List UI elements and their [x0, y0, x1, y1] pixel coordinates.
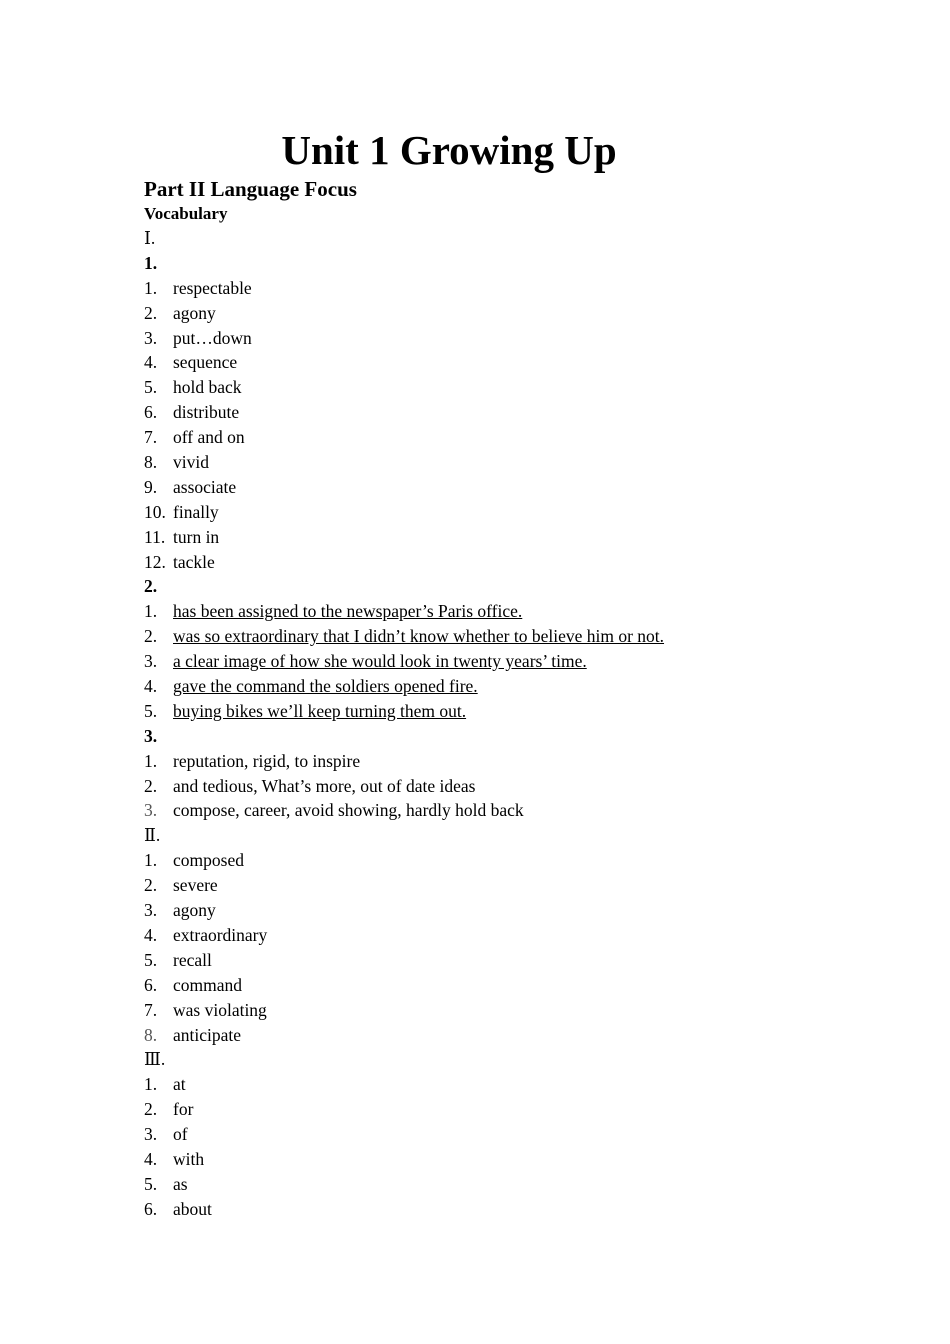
item-number: 3.: [144, 651, 158, 672]
item-text: off and on: [173, 427, 245, 448]
list-item: [144, 873, 834, 898]
item-text: agony: [173, 302, 216, 323]
item-number: 4.: [144, 1148, 158, 1169]
exercise-1-list: [144, 276, 834, 575]
item-number: 1.: [144, 1074, 158, 1095]
item-text: for: [173, 1099, 194, 1120]
item-number: 7.: [144, 999, 158, 1020]
item-number: 5.: [144, 949, 158, 970]
item-number: 7.: [144, 427, 158, 448]
list-item: [144, 923, 834, 948]
item-number: 3.: [144, 327, 158, 348]
list-item: [144, 276, 834, 301]
item-number: 2.: [144, 626, 158, 647]
list-item: [144, 1172, 834, 1197]
list-item: [144, 1122, 834, 1147]
item-text: turn in: [173, 526, 220, 547]
part-heading: Part II Language Focus: [144, 177, 357, 201]
item-number: 10.: [144, 501, 166, 522]
list-item: [144, 475, 834, 500]
roman-heading-1: Ⅰ.: [144, 228, 156, 248]
section-heading: Vocabulary: [144, 204, 228, 223]
item-text: buying bikes we’ll keep turning them out.: [173, 700, 467, 721]
list-item: [144, 798, 834, 823]
item-text: tackle: [173, 551, 215, 572]
exercise-2-list: [144, 599, 834, 723]
item-number: 1.: [144, 601, 158, 622]
item-text: a clear image of how she would look in twenty years’ time.: [173, 651, 587, 672]
item-number: 1.: [144, 850, 158, 871]
list-item: [144, 898, 834, 923]
item-text: distribute: [173, 402, 240, 423]
item-number: 2.: [144, 775, 158, 796]
list-item: [144, 599, 834, 624]
item-number: 6.: [144, 402, 158, 423]
item-text: respectable: [173, 277, 252, 298]
item-text: gave the command the soldiers opened fire.: [173, 676, 478, 697]
item-number: 2.: [144, 1099, 158, 1120]
item-text: was violating: [173, 999, 267, 1020]
part-2-list: [144, 848, 834, 1047]
item-number: 4.: [144, 924, 158, 945]
list-item: [144, 350, 834, 375]
item-number: 9.: [144, 476, 158, 497]
item-number: 4.: [144, 352, 158, 373]
list-item: [144, 301, 834, 326]
item-text: recall: [173, 949, 212, 970]
item-number: 5.: [144, 700, 158, 721]
item-text: vivid: [173, 452, 209, 473]
item-text: agony: [173, 900, 216, 921]
list-item: [144, 326, 834, 351]
item-text: as: [173, 1173, 188, 1194]
item-number: 12.: [144, 551, 166, 572]
item-number: 11.: [144, 526, 166, 547]
item-text: at: [173, 1074, 186, 1095]
item-text: severe: [173, 875, 218, 896]
list-item: [144, 774, 834, 799]
list-item: [144, 1097, 834, 1122]
exercise-3-label: 3.: [144, 725, 158, 746]
item-text: extraordinary: [173, 924, 268, 945]
list-item: [144, 1072, 834, 1097]
item-number: 6.: [144, 1198, 158, 1219]
item-text: has been assigned to the newspaper’s Paris office.: [173, 601, 523, 622]
list-item: [144, 525, 834, 550]
item-text: compose, career, avoid showing, hardly hold back: [173, 800, 524, 821]
item-number: 5.: [144, 377, 158, 398]
list-item: [144, 1147, 834, 1172]
list-item: [144, 1197, 834, 1222]
item-number: 8.: [144, 452, 158, 473]
roman-heading-3: Ⅲ.: [144, 1049, 166, 1070]
item-text: and tedious, What’s more, out of date ideas: [173, 775, 476, 796]
part-3-list: [144, 1072, 834, 1221]
item-number: 2.: [144, 875, 158, 896]
list-item: [144, 848, 834, 873]
item-text: of: [173, 1124, 188, 1145]
item-text: associate: [173, 476, 237, 497]
list-item: [144, 973, 834, 998]
exercise-2-label: 2.: [144, 576, 158, 597]
exercise-3-list: [144, 749, 834, 824]
item-number: 1.: [144, 750, 158, 771]
item-number: 8.: [144, 1024, 158, 1045]
item-number: 2.: [144, 302, 158, 323]
page-title: Unit 1 Growing Up: [281, 127, 617, 173]
item-text: about: [173, 1198, 212, 1219]
item-text: sequence: [173, 352, 238, 373]
list-item: [144, 450, 834, 475]
item-number: 5.: [144, 1173, 158, 1194]
item-number: 4.: [144, 676, 158, 697]
list-item: [144, 500, 834, 525]
item-number: 3.: [144, 1124, 158, 1145]
exercise-1-label: 1.: [144, 252, 158, 273]
list-item: [144, 649, 834, 674]
list-item: [144, 674, 834, 699]
list-item: [144, 998, 834, 1023]
list-item: [144, 749, 834, 774]
item-number: 3.: [144, 900, 158, 921]
list-item: [144, 948, 834, 973]
item-text: finally: [173, 501, 219, 522]
list-item: [144, 624, 834, 649]
document-page: [144, 124, 834, 1222]
item-text: reputation, rigid, to inspire: [173, 750, 361, 771]
list-item: [144, 400, 834, 425]
item-text: was so extraordinary that I didn’t know whether to believe him or not.: [173, 626, 665, 647]
item-text: put…down: [173, 327, 252, 348]
item-text: composed: [173, 850, 244, 871]
item-text: anticipate: [173, 1024, 242, 1045]
list-item: [144, 699, 834, 724]
item-text: with: [173, 1148, 205, 1169]
list-item: [144, 550, 834, 575]
item-text: command: [173, 974, 243, 995]
roman-heading-2: Ⅱ.: [144, 825, 161, 846]
item-text: hold back: [173, 377, 242, 398]
item-number: 6.: [144, 974, 158, 995]
list-item: [144, 1023, 834, 1048]
list-item: [144, 375, 834, 400]
item-number: 3.: [144, 800, 158, 821]
list-item: [144, 425, 834, 450]
item-number: 1.: [144, 277, 158, 298]
